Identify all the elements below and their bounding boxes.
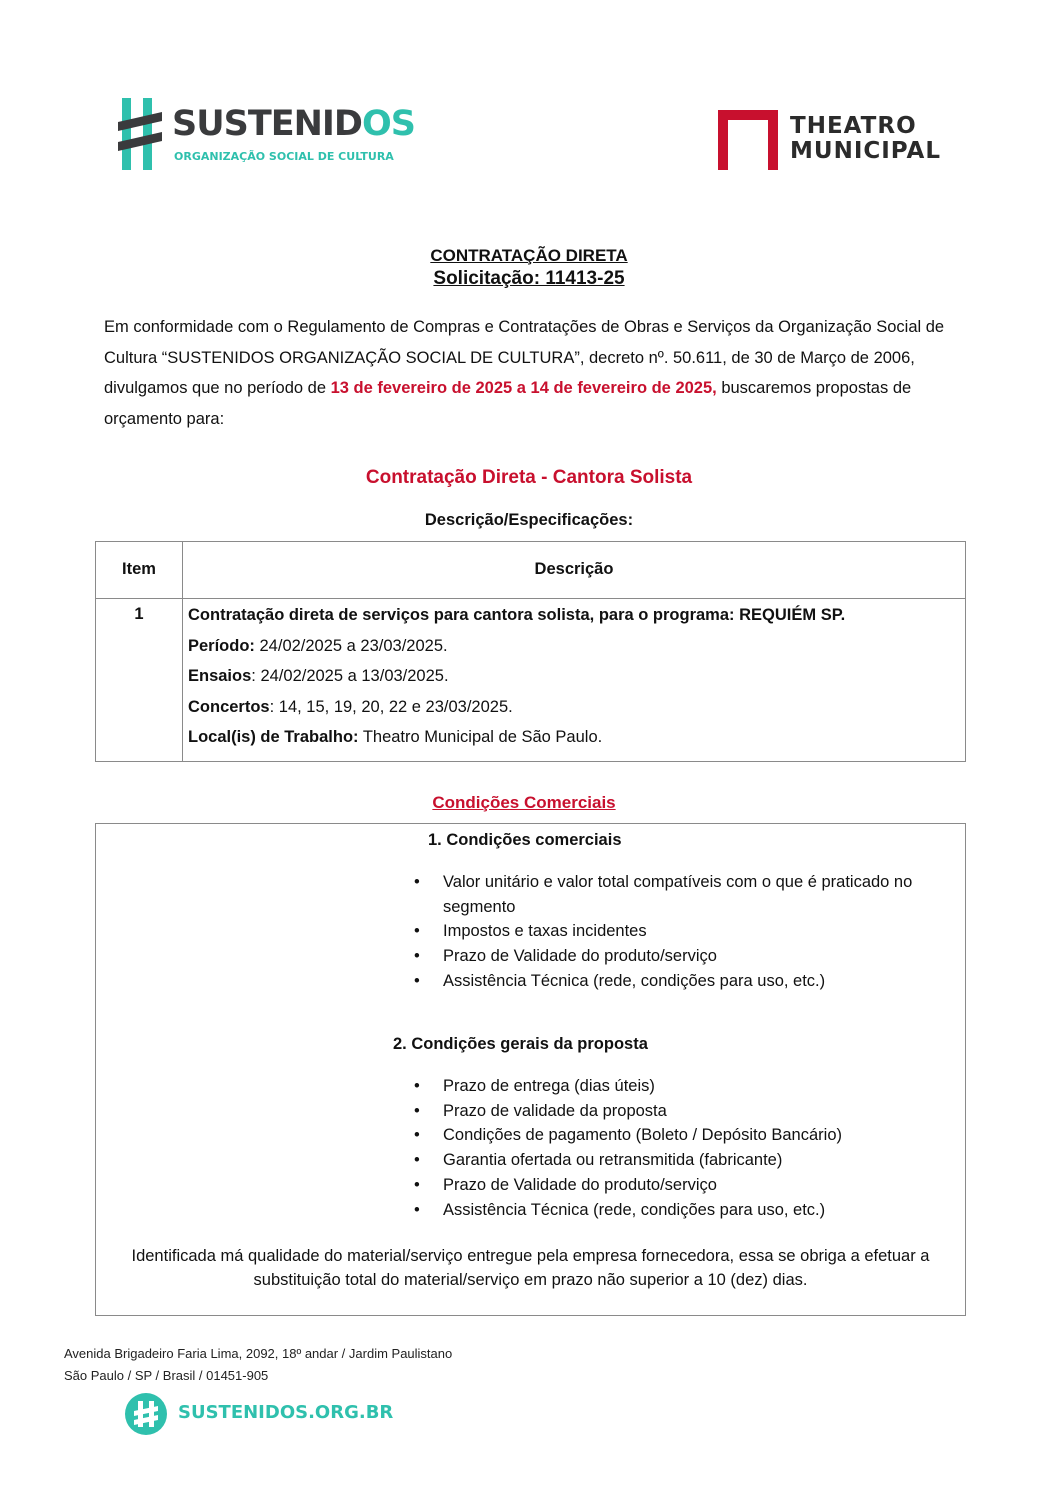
item-table: [95, 541, 966, 762]
table-divider: [96, 598, 965, 599]
logo-name: SUSTENID: [172, 104, 362, 144]
spec-label: Descrição/Especificações:: [424, 511, 634, 529]
hash-circle-icon: [124, 1392, 168, 1436]
intro-paragraph: [104, 312, 956, 434]
row-title: Contratação direta de serviços para cantora solista, para o programa: REQUIÉM SP.: [188, 606, 846, 624]
theatro-mark-icon: [716, 108, 780, 172]
request-number: Solicitação: 11413-25: [433, 268, 625, 289]
section1-list: [96, 870, 965, 994]
row-number: 1: [134, 605, 144, 623]
row-concerts: Concertos: 14, 15, 19, 20, 22 e 23/03/2025.: [188, 697, 513, 716]
footer-website-logo[interactable]: [124, 1392, 394, 1436]
theatro-municipal-logo: [716, 108, 956, 174]
header-description: Descrição: [534, 560, 614, 578]
logo-line1: THEATRO: [790, 113, 917, 139]
intro-period: 13 de fevereiro de 2025 a 14 de fevereiro de 2025,: [330, 379, 717, 397]
list-item: • Valor unitário e valor total compatíveis com o que é praticado no segmento: [96, 870, 965, 919]
conditions-title: Condições Comerciais: [432, 793, 616, 812]
row-location: Local(is) de Trabalho: Theatro Municipal de São Paulo.: [188, 728, 603, 746]
list-item: • Prazo de entrega (dias úteis): [96, 1074, 965, 1099]
section2-title: 2. Condições gerais da proposta: [393, 1035, 648, 1053]
list-item: • Assistência Técnica (rede, condições para uso, etc.): [96, 1198, 965, 1223]
list-item: • Condições de pagamento (Boleto / Depósito Bancário): [96, 1123, 965, 1148]
website-link[interactable]: SUSTENIDOS.ORG.BR: [178, 1402, 394, 1423]
section1-title: 1. Condições comerciais: [428, 831, 622, 849]
footer-address: [64, 1343, 452, 1387]
list-item: • Garantia ofertada ou retransmitida (fabricante): [96, 1148, 965, 1173]
address-line1: Avenida Brigadeiro Faria Lima, 2092, 18º andar / Jardim Paulistano: [64, 1346, 453, 1361]
list-item: • Prazo de Validade do produto/serviço: [96, 1173, 965, 1198]
list-item: • Assistência Técnica (rede, condições para uso, etc.): [96, 969, 965, 994]
address-line2: São Paulo / SP / Brasil / 01451-905: [64, 1368, 269, 1383]
list-item: • Prazo de validade da proposta: [96, 1099, 965, 1124]
logo-name-accent: OS: [362, 104, 415, 144]
intro-part2: buscaremos propostas de orçamento para:: [104, 379, 912, 428]
hash-icon: [118, 96, 168, 172]
header-item: Item: [122, 560, 156, 578]
list-item: • Prazo de Validade do produto/serviço: [96, 944, 965, 969]
row-rehearsals: Ensaios: 24/02/2025 a 13/03/2025.: [188, 667, 449, 685]
section2-list: [96, 1074, 965, 1222]
conditions-box: [95, 823, 966, 1316]
logo-line2: MUNICIPAL: [790, 138, 942, 164]
service-title: Contratação Direta - Cantora Solista: [365, 467, 693, 488]
sustenidos-logo: [118, 96, 415, 174]
row-period: Período: 24/02/2025 a 23/03/2025.: [188, 636, 448, 655]
logo-subtitle: ORGANIZAÇÃO SOCIAL DE CULTURA: [174, 150, 394, 163]
document-heading: CONTRATAÇÃO DIRETA: [430, 246, 628, 265]
intro-part1: Em conformidade com o Regulamento de Compras e Contratações de Obras e Serviços da Organização Social de Cultura “SUSTENIDOS ORGANIZAÇÃO SOCIAL DE CULTURA”, decreto nº. 50.611, de 30 de Março de 2006, divulgamos que no período de: [104, 318, 945, 397]
row-description: [188, 600, 957, 753]
list-item: • Impostos e taxas incidentes: [96, 919, 965, 944]
quality-note: Identificada má qualidade do material/serviço entregue pela empresa fornecedora, essa se obriga a efetuar a substituição total do material/serviço em prazo não superior a 10 (dez) dias.: [131, 1247, 930, 1289]
